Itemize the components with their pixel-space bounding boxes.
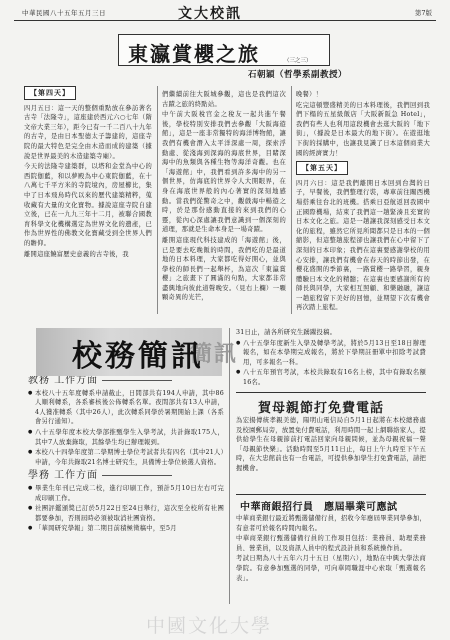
column-divider (229, 328, 230, 604)
paragraph: 考試日期為八十五年六月十五日（星期六），地點在中興大學法商學院。有意參加甄選的同學，可向華岡職涯中心索取「甄選報名表」。 (236, 555, 426, 582)
feature-author: 石朝穎（哲學系副教授） (248, 70, 348, 80)
header-rule (14, 20, 436, 21)
issue-date: 中華民國八十五年五月三日 (22, 9, 106, 17)
list-item: ● 本校八十五年度轉系申請截止，日間部共有194人申請，其中86人順利轉系，各系審核後公佈轉系名單。夜間部共有13人申請，4人獲准轉系（其中26人），此次轉系同學於暑期開始上課（各系會另行通知）。 (28, 389, 224, 427)
list-item: ● 八十五年預官考試，本校共錄取有16名上榜，其中有錄取名額16名。 (236, 368, 426, 387)
student-heading-text: 學務 工作方面 (28, 470, 99, 482)
day-five-tag: 【第五天】 (296, 161, 348, 175)
feature-part-note: （三之三） (284, 58, 312, 64)
feature-title: 東瀛賞櫻之旅 (128, 42, 260, 66)
day-four-tag: 【第四天】 (24, 86, 76, 100)
feature-column-2 (162, 90, 286, 318)
hire-text (236, 514, 426, 608)
teaching-list (28, 389, 224, 468)
list-item: ● 八十五學年度新生入學及轉學考試，將於5月13日至18日辦理報名，如在本學期完成報名，將於下學期註冊單中扣除考試費用，可多報名一科。 (236, 339, 426, 368)
column-divider (157, 86, 158, 314)
list-item: ● 本校八十四學年度第二學期博士學位考試者共有四名（其中21人）申請，今年共錄取21名博士研究生，具備博士學位候選人資格。 (28, 448, 224, 467)
hire-title: 中華商銀招行員 應屆畢業可應試 (240, 502, 398, 513)
feature-column-1 (24, 84, 152, 318)
hire-rule (236, 494, 426, 495)
paragraph: 今天的法隆寺建築群，以塔和金堂為中心的西院伽藍，和以夢殿為中心東院伽藍，在十八萬七千平方米的寺院境內，房屋櫛比，集中了日本飛鳥時代以來的歷代建築精粹，蒐收藏有大量的文化寶物。據說這座寺院自建立後，已在一九九三年十二月，被聯合國教育科學文化機構選定為世界文化的遺產，已作為世界性的佛教文化寶藏受到全世界人們的瞻仰。 (24, 163, 152, 247)
news-banner-title: 校務簡訊 (72, 339, 204, 374)
mothers-day-text (236, 416, 426, 490)
paragraph: 為宏揚傳統孝親美德，陽明山電信局自5月1日起將在本校總務處及校園郵局旁，放置免付費電話，利用時間一起上網聯絡家人，提供給學生在母親節前打電話回家向母親問候，並為母親祝福一聲「母親節快樂」。活動時間至5月11日止，每日上午九時至下午五時，在大忠館前也有一台電話，可提供參加學生打免費電話，請把握機會。 (236, 417, 426, 472)
news-right-list (236, 339, 426, 388)
teaching-heading-text: 教務 工作方面 (28, 376, 99, 386)
column-divider (291, 86, 292, 314)
paragraph: 吃完這頓豐盛精美的日本料理後，我們回到我們下榻的五星級飯店「大阪新阪急 Hotel」，我們有些人也利用這段機會去逛大阪的「地下街」，（據說是日本最大的地下街）。在遊逛地下街的採購中，也讓我見識了日本這個商業大國的經濟實力！ (296, 101, 430, 157)
mothers-rule (236, 392, 426, 393)
paragraph: 中華商業銀行最近將甄選儲備行員，招收今年應屆畢業同學參加，有意者可於報名時間內報名。 (236, 515, 426, 532)
list-item: ● 八十五學年度本校大學部推甄學生入學考試，共計錄取175人，其中7人放棄錄取，其餘學生均已辦理報到。 (28, 428, 224, 447)
paragraph: 離開這座饒富歷史意義的古寺後，我 (24, 250, 129, 258)
mothers-day-title: 賀母親節打免費電話 (258, 401, 385, 416)
news-right-top (236, 328, 426, 388)
paragraph: 們繼續前往大阪城參觀，這也是我們這次古蹟之旅的終點站。 (162, 91, 286, 108)
teaching-section-heading (28, 376, 224, 386)
university-watermark: 中國文化大學 (146, 615, 273, 637)
paragraph: 四月六日：這是我們離開日本回到台灣的日子，早餐後，我們整理行裝，專車前往關西機場搭乘往台北的班機。搭乘日亞航返回我國中正國際機場，結束了我們這一趟緊湊且充實的日本文化之旅。這是一趟讓我深刻感受日本文化的旅程，雖然它所見所聞都只是日本的一個縮影，但這整趟旅程卻也讓我們在心中留下了深刻的日本印象；我們在這裏要感謝學校的用心安排，讓我們有機會在春天的時節出發，在櫻花盛開的季節裏，一路賞櫻一路學習，親身體驗日本文化的精髓；在這裏也要感謝所有的師長與同學，大家相互照顧、和樂融融，讓這一趟旅程留下美好的回憶，並期望下次有機會再次踏上旅程。 (296, 179, 430, 312)
student-list (28, 484, 224, 534)
news-left-column (28, 376, 224, 604)
paragraph: 離開這座現代科技建成的「海遊館」後，已是要去吃晚飯的時間，我們吃的是最道地的日本料理，大家都吃得好開心，並與學校的師長們一起舉杯，為這次「東瀛賞櫻」之旅畫下了圓滿的句點，大家都非常盡興地向彼此道聲晚安。（見右上欄）一顆顆奇異的光芒， (162, 236, 286, 302)
list-item: ● 「華岡研究學報」第二期目前積極徵稿中，至5月 (28, 524, 224, 534)
masthead-title: 文大校訊 (178, 6, 242, 22)
paragraph: 中午前大阪稅官金之稅友一起共進午餐後，學校特別安排我們去參觀「大阪海遊館」，這是一座非常獨特的海洋博物館，讓我們有機會潛入太平洋深處一周，探索浮動處、從淺海到深海的海底世界，目睹深海中的魚類與各種生物等海洋奇觀。也在「海遊館」中，我們看到許多海中的另一個世界，仿海底的世界令人大開眼界，在身在海底世界般的內心著實的深刻地感動。當我們從驚奇之中，觀戲海中暢遊之時，於是那份感動直接的來到我們的心靈，從內心深處讓我們意識到一個深刻的道理，那就是生命本身是一場奇蹟。 (162, 111, 286, 234)
student-section-heading (28, 471, 224, 481)
list-item: ● 畢業生年刊已完成二校，進行印刷工作，預計5月10日左右可完成印刷工作。 (28, 484, 224, 503)
news-banner-echo: 簡訊 (190, 341, 239, 367)
paragraph: 四月五日：這一天的整個重點放在參訪著名古寺「法隆寺」，這座建於西元六○七年（隋文帝大業三年），距今已有一千二百八十九年的古寺，是由日本聖德太子籌建的，這座寺院的最大特色是完全由木造而成的建築（據說是世界最美的木造建築寺廟）。 (24, 104, 152, 160)
paragraph: 晚餐）！ (296, 91, 323, 98)
paragraph: 31日止，請各所研究生踴躍投稿。 (236, 329, 337, 336)
page-number: 第7版 (414, 9, 432, 17)
list-item: ● 社團評鑑頒獎已訂於5月22日至24日舉行，這次至全校所有社團都要參加，否則屆時必須被取消社團資格。 (28, 504, 224, 523)
feature-column-3 (296, 90, 430, 318)
paragraph: 中華商業銀行甄選儲備行員的工作項目包括：業務員、助理業務員、營業員，以及資訊人員中的程式設計員和系統操作員。 (236, 535, 426, 552)
